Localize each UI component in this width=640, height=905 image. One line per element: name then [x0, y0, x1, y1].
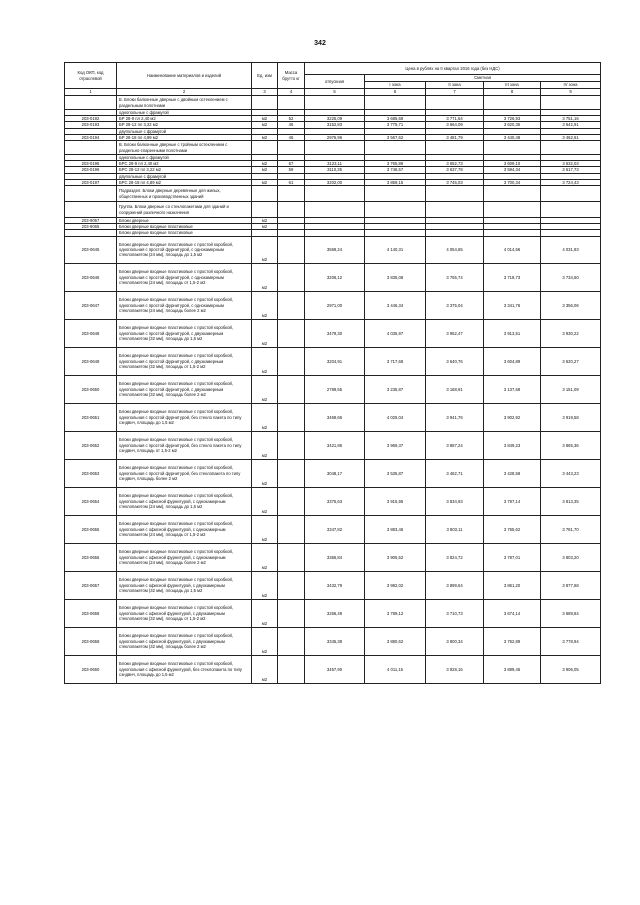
cell-z4: 3 617,73: [541, 167, 601, 173]
cell-unit: м2: [252, 291, 278, 319]
table-row: [65, 403, 601, 431]
cell-release: 3345,38: [305, 627, 365, 655]
cell-z3: 3 440,48: [484, 134, 541, 140]
cell-mass: [278, 291, 305, 319]
cell-name: Блоки дверные входные пластиковые с простой коробкой, однопольная с простой фурнитурой, с двухкамерным стеклопакетом (32 мм), площадь до 1,5 м2: [117, 319, 252, 347]
cell-code: 203-0196: [65, 167, 117, 173]
cell-z1: 3 775,71: [365, 122, 426, 128]
cell-name: Блоки дверные входные пластиковые с простой коробкой, однопольная с простой фурнитурой, с однокамерным стеклопакетом (24 мм), площадь до 1,5 м2: [117, 236, 252, 263]
cell-z4: 3 151,09: [541, 375, 601, 403]
cell-mass: [278, 263, 305, 291]
empty-cell: [365, 141, 426, 155]
cell-z3: 3 609,10: [484, 161, 541, 167]
cell-z2: 3 462,71: [426, 459, 484, 487]
cell-z3: 3 726,93: [484, 116, 541, 122]
cell-code: 203-0657: [65, 571, 117, 599]
cell-z2: 3 771,64: [426, 116, 484, 122]
cell-z4: 3 803,20: [541, 543, 601, 571]
cell-z2: 4 054,65: [426, 236, 484, 263]
cell-mass: 46: [278, 134, 305, 140]
cell-release: 3204,91: [305, 347, 365, 375]
cell-code: 203-0660: [65, 655, 117, 683]
cell-z4: 3 751,16: [541, 116, 601, 122]
column-number: 7: [426, 89, 484, 96]
empty-cell: [484, 202, 541, 218]
cell-z2: 3 824,72: [426, 543, 484, 571]
empty-cell: [278, 141, 305, 155]
cell-name: БРС 28-12 пл 3,22 м2: [117, 167, 252, 173]
cell-name: Блоки дверные входные пластиковые с простой коробкой, однопольная с простой фурнитурой, без стеклопакета по типу сэндвич, площадь более 2 м2: [117, 459, 252, 487]
cell-mass: [278, 571, 305, 599]
cell-z3: 3 604,89: [484, 347, 541, 375]
cell-z4: 3 781,70: [541, 515, 601, 543]
table-row: [65, 431, 601, 459]
cell-z4: 3 865,36: [541, 431, 601, 459]
cell-z3: 3 674,14: [484, 599, 541, 627]
table-row: [65, 347, 601, 375]
header-zone-2: II зона: [426, 82, 484, 89]
cell-z1: 4 011,15: [365, 655, 426, 683]
cell-name: БРС 28-18 пл 4,89 м2: [117, 179, 252, 185]
cell-unit: м2: [252, 167, 278, 173]
cell-name: БР 28-12 пл 3,22 м2: [117, 122, 252, 128]
cell-mass: [278, 236, 305, 263]
empty-cell: [65, 141, 117, 155]
empty-cell: [278, 96, 305, 110]
cell-unit: м2: [252, 487, 278, 515]
column-number: 3: [252, 89, 278, 96]
empty-cell: [365, 96, 426, 110]
cell-z4: 3 813,35: [541, 487, 601, 515]
cell-unit: м2: [252, 116, 278, 122]
table-row: [65, 116, 601, 122]
cell-unit: м2: [252, 319, 278, 347]
cell-code: 203-9065: [65, 224, 117, 230]
cell-z2: 3 834,93: [426, 487, 484, 515]
table-row: [65, 515, 601, 543]
table-row: [65, 319, 601, 347]
empty-cell: [426, 186, 484, 202]
header-zone-4: IV зона: [541, 82, 601, 89]
cell-z3: 3 861,20: [484, 571, 541, 599]
cell-mass: 46: [278, 122, 305, 128]
cell-z2: 3 745,03: [426, 179, 484, 185]
cell-mass: 61: [278, 179, 305, 185]
cell-z2: 3 800,34: [426, 627, 484, 655]
cell-z2: 3 640,76: [426, 347, 484, 375]
cell-name: однопольные с фрамугой: [117, 110, 252, 116]
cell-unit: м2: [252, 375, 278, 403]
cell-z4: 3 906,05: [541, 655, 601, 683]
empty-cell: [65, 186, 117, 202]
cell-z3: 3 797,14: [484, 487, 541, 515]
cell-z3: 3 913,51: [484, 319, 541, 347]
cell-release: 3347,82: [305, 515, 365, 543]
cell-z4: 3 620,27: [541, 347, 601, 375]
cell-unit: м2: [252, 403, 278, 431]
cell-code: 203-0192: [65, 116, 117, 122]
empty-cell: [426, 202, 484, 218]
cell-z2: 3 637,78: [426, 167, 484, 173]
cell-release: 3206,12: [305, 263, 365, 291]
cell-name: БР 28-18 пл 4,89 м2: [117, 134, 252, 140]
cell-release: 3457,90: [305, 655, 365, 683]
table-row: [65, 543, 601, 571]
cell-z1: 3 717,68: [365, 347, 426, 375]
cell-z2: 3 803,11: [426, 515, 484, 543]
empty-cell: [365, 186, 426, 202]
cell-release: 3469,66: [305, 403, 365, 431]
empty-cell: [305, 141, 365, 155]
column-number: 5: [305, 89, 365, 96]
column-number: 1: [65, 89, 117, 96]
cell-z1: 4 140,31: [365, 236, 426, 263]
cell-name: Блоки дверные входные пластиковые: [117, 230, 252, 236]
cell-mass: [278, 459, 305, 487]
cell-release: 2976,96: [305, 134, 365, 140]
cell-name: Блоки дверные входные пластиковые с простой коробкой, однопольная с офисной фурнитурой, с однокамерным стеклопакетом (24 мм), площадь от 1,5-2 м2: [117, 515, 252, 543]
cell-name: Блоки дверные входные пластиковые с простой коробкой, однопольная с офисной фурнитурой, с двухкамерным стеклопакетом (32 мм), площадь до 1,5 м2: [117, 571, 252, 599]
table-row: [65, 571, 601, 599]
price-table: [64, 62, 601, 684]
cell-release: 3110,35: [305, 167, 365, 173]
cell-name: БР 28-9 пл 2,40 м2: [117, 116, 252, 122]
cell-z3: 4 014,66: [484, 236, 541, 263]
cell-z4: 3 877,68: [541, 571, 601, 599]
cell-unit: м2: [252, 179, 278, 185]
cell-name: Блоки дверные входные пластиковые с простой коробкой, однопольная с простой фурнитурой, с двухкамерным стеклопакетом (32 мм), площадь от 1,5-2 м2: [117, 347, 252, 375]
cell-name: двупольные с фрамугой: [117, 173, 252, 179]
cell-code: 203-9057: [65, 218, 117, 224]
table-row: [65, 179, 601, 185]
cell-z4: 3 919,58: [541, 403, 601, 431]
empty-cell: [252, 96, 278, 110]
cell-mass: [278, 375, 305, 403]
cell-mass: 59: [278, 167, 305, 173]
cell-code: 203-0646: [65, 263, 117, 291]
cell-code: 203-0649: [65, 347, 117, 375]
cell-code: 203-0647: [65, 291, 117, 319]
cell-z3: 3 620,35: [484, 122, 541, 128]
cell-z1: 3 535,87: [365, 459, 426, 487]
cell-mass: [278, 515, 305, 543]
cell-name: Б. Блоки балконные дверные с двойным остеклением с раздельным полотнами: [117, 96, 252, 110]
empty-cell: [541, 186, 601, 202]
cell-unit: м2: [252, 236, 278, 263]
cell-mass: [278, 403, 305, 431]
cell-release: 3152,83: [305, 122, 365, 128]
cell-unit: м2: [252, 263, 278, 291]
cell-z2: 3 664,09: [426, 122, 484, 128]
cell-unit: м2: [252, 224, 278, 230]
cell-z4: 3 930,22: [541, 319, 601, 347]
cell-name: однопольные с фрамугой: [117, 155, 252, 161]
cell-name: Группа. Блоки дверные со стеклопакетами для зданий и сооружений различного назначения: [117, 202, 252, 218]
cell-unit: м2: [252, 515, 278, 543]
cell-mass: 52: [278, 116, 305, 122]
header-unit: Ед. изм: [252, 63, 278, 89]
cell-z3: 3 341,76: [484, 291, 541, 319]
header-name: Наименование материалов и изделий: [117, 63, 252, 89]
cell-unit: м2: [252, 161, 278, 167]
cell-z4: 3 724,43: [541, 179, 601, 185]
cell-release: 2789,55: [305, 375, 365, 403]
cell-z1: 3 765,89: [365, 161, 426, 167]
empty-cell: [484, 96, 541, 110]
empty-cell: [426, 141, 484, 155]
cell-z1: 3 982,02: [365, 571, 426, 599]
empty-cell: [65, 202, 117, 218]
empty-cell: [426, 96, 484, 110]
cell-unit: м2: [252, 543, 278, 571]
cell-z4: 3 778,94: [541, 627, 601, 655]
section-row: [65, 96, 601, 110]
cell-name: Блоки дверные входные пластиковые с простой коробкой, однопольная с офисной фурнитурой, без стеклопакета по типу сэндвич, площадь до 1,5 м2: [117, 655, 252, 683]
table-body: [65, 96, 601, 684]
table-row: [65, 291, 601, 319]
cell-z2: 3 928,16: [426, 655, 484, 683]
cell-z2: 3 887,24: [426, 431, 484, 459]
cell-release: 3225,09: [305, 116, 365, 122]
cell-mass: [278, 599, 305, 627]
cell-z3: 3 137,68: [484, 375, 541, 403]
cell-z2: 3 375,04: [426, 291, 484, 319]
empty-cell: [252, 141, 278, 155]
cell-code: 203-0197: [65, 179, 117, 185]
cell-release: 3421,86: [305, 431, 365, 459]
cell-name: Блоки дверные входные пластиковые с простой коробкой, однопольная с офисной фурнитурой, с двухкамерным стеклопакетом (32 мм), площадь от 1,5-2 м2: [117, 599, 252, 627]
cell-z1: 3 915,95: [365, 487, 426, 515]
cell-z1: 3 235,87: [365, 375, 426, 403]
cell-z1: 3 880,62: [365, 627, 426, 655]
cell-name: Подраздел. Блоки дверные деревянные для жилых, общественных и производственных зданий: [117, 186, 252, 202]
cell-name: Блоки дверные входные пластиковые с простой коробкой, однопольная с простой фурнитурой, без стекло пакета по типу сэндвич, площадь от 1,5-2 м2: [117, 431, 252, 459]
header-code: Код ОКП, код отраслевой: [65, 63, 117, 89]
empty-cell: [365, 202, 426, 218]
empty-cell: [252, 186, 278, 202]
cell-unit: м2: [252, 627, 278, 655]
cell-unit: м2: [252, 599, 278, 627]
section-row: [65, 202, 601, 218]
cell-z3: 3 787,01: [484, 543, 541, 571]
cell-release: 3048,17: [305, 459, 365, 487]
table-row: [65, 655, 601, 683]
cell-name: Блоки дверные входные пластиковые с простой коробкой, однопольная с простой фурнитурой, с однокамерным стеклопакетом (24 мм), площадь более 2 м2: [117, 291, 252, 319]
cell-release: 3202,00: [305, 179, 365, 185]
cell-unit: м2: [252, 431, 278, 459]
empty-cell: [278, 202, 305, 218]
cell-code: 203-0658: [65, 599, 117, 627]
empty-cell: [305, 96, 365, 110]
cell-mass: [278, 487, 305, 515]
column-number: 4: [278, 89, 305, 96]
table-row: [65, 122, 601, 128]
cell-z2: 3 168,91: [426, 375, 484, 403]
cell-unit: м2: [252, 571, 278, 599]
column-number: 8: [484, 89, 541, 96]
cell-mass: [278, 655, 305, 683]
cell-name: В. Блоки балконные дверные с тройным остеклением с раздельно-спаренными полотнами: [117, 141, 252, 155]
cell-name: Блоки дверные входные пластиковые с простой коробкой, однопольная с офисной фурнитурой, с однокамерным стеклопакетом (24 мм), площадь более 2 м2: [117, 543, 252, 571]
cell-code: 203-0652: [65, 431, 117, 459]
cell-z3: 3 428,58: [484, 459, 541, 487]
cell-release: 3123,11: [305, 161, 365, 167]
cell-name: Блоки дверные: [117, 218, 252, 224]
cell-code: 203-0194: [65, 134, 117, 140]
cell-z4: 3 462,61: [541, 134, 601, 140]
cell-z2: 3 899,64: [426, 571, 484, 599]
cell-unit: м2: [252, 459, 278, 487]
cell-z3: 3 849,23: [484, 431, 541, 459]
cell-z1: 3 905,52: [365, 543, 426, 571]
cell-z2: 3 481,79: [426, 134, 484, 140]
cell-name: двупольные с фрамугой: [117, 128, 252, 134]
cell-name: БРС 28-9 пл 2,40 м2: [117, 161, 252, 167]
cell-z2: 3 652,73: [426, 161, 484, 167]
cell-code: 203-0653: [65, 459, 117, 487]
cell-code: 203-0650: [65, 375, 117, 403]
cell-name: Блоки дверные входные пластиковые: [117, 224, 252, 230]
cell-mass: [278, 347, 305, 375]
cell-z2: 3 755,74: [426, 263, 484, 291]
cell-z2: 3 710,73: [426, 599, 484, 627]
header-zone-1: I зона: [365, 82, 426, 89]
empty-cell: [65, 96, 117, 110]
empty-cell: [252, 202, 278, 218]
table-row: [65, 161, 601, 167]
cell-z1: 3 685,68: [365, 116, 426, 122]
cell-z1: 4 025,04: [365, 403, 426, 431]
header-mass: Масса брутто кг: [278, 63, 305, 89]
cell-z2: 3 941,76: [426, 403, 484, 431]
cell-z1: 3 835,08: [365, 263, 426, 291]
cell-z4: 3 356,06: [541, 291, 601, 319]
cell-release: 3266,49: [305, 599, 365, 627]
cell-z2: 3 952,47: [426, 319, 484, 347]
cell-code: 203-0645: [65, 236, 117, 263]
empty-cell: [541, 202, 601, 218]
cell-z3: 3 902,92: [484, 403, 541, 431]
empty-cell: [305, 202, 365, 218]
empty-cell: [541, 96, 601, 110]
cell-code: 203-0659: [65, 627, 117, 655]
cell-name: Блоки дверные входные пластиковые с простой коробкой, однопольная с офисной фурнитурой, с однокамерным стеклопакетом (24 мм), площадь до 1,5 м2: [117, 487, 252, 515]
table-row: [65, 134, 601, 140]
cell-z3: 3 718,73: [484, 263, 541, 291]
cell-code: 203-0654: [65, 487, 117, 515]
cell-z4: 3 734,60: [541, 263, 601, 291]
cell-z4: 3 689,84: [541, 599, 601, 627]
cell-name: Блоки дверные входные пластиковые с простой коробкой, однопольная с простой фурнитурой, без стекло пакета по типу сэндвич, площадь до 1,5 м2: [117, 403, 252, 431]
cell-mass: [278, 319, 305, 347]
cell-code: 203-0656: [65, 543, 117, 571]
table-row: [65, 599, 601, 627]
cell-z1: 3 567,62: [365, 134, 426, 140]
cell-release: 3479,30: [305, 319, 365, 347]
empty-cell: [484, 141, 541, 155]
cell-release: 3375,63: [305, 487, 365, 515]
cell-release: 3366,84: [305, 543, 365, 571]
table-row: [65, 263, 601, 291]
cell-z1: 3 883,46: [365, 515, 426, 543]
page-number: 342: [314, 40, 326, 47]
cell-z4: 3 642,91: [541, 122, 601, 128]
cell-code: 203-0655: [65, 515, 117, 543]
cell-z3: 3 594,34: [484, 167, 541, 173]
column-number: 6: [365, 89, 426, 96]
table-row: [65, 487, 601, 515]
table-row: [65, 459, 601, 487]
table-row: [65, 375, 601, 403]
cell-z1: 3 446,34: [365, 291, 426, 319]
column-number: 2: [117, 89, 252, 96]
cell-code: 203-0195: [65, 161, 117, 167]
header-price-group: Цена в рублях на II квартал 2016 года (без НДС): [305, 63, 601, 75]
cell-name: Блоки дверные входные пластиковые с простой коробкой, однопольная с офисной фурнитурой, с двухкамерным стеклопакетом (32 мм), площадь более 2 м2: [117, 627, 252, 655]
cell-code: 203-0648: [65, 319, 117, 347]
empty-cell: [484, 186, 541, 202]
section-row: [65, 186, 601, 202]
cell-z1: 3 789,12: [365, 599, 426, 627]
cell-z3: 3 889,45: [484, 655, 541, 683]
cell-name: Блоки дверные входные пластиковые с простой коробкой, однопольная с простой фурнитурой, с однокамерным стеклопакетом (24 мм), площадь от 1,5-2 м2: [117, 263, 252, 291]
cell-unit: м2: [252, 134, 278, 140]
cell-z4: 3 632,03: [541, 161, 601, 167]
cell-release: 3569,24: [305, 236, 365, 263]
cell-mass: [278, 627, 305, 655]
cell-mass: [278, 431, 305, 459]
table-row: [65, 167, 601, 173]
cell-z1: 3 748,57: [365, 167, 426, 173]
empty-cell: [541, 141, 601, 155]
cell-z4: 3 443,23: [541, 459, 601, 487]
table-row: [65, 627, 601, 655]
cell-unit: м2: [252, 218, 278, 224]
cell-code: 203-0193: [65, 122, 117, 128]
column-number: 9: [541, 89, 601, 96]
cell-z4: 4 031,83: [541, 236, 601, 263]
cell-z3: 3 762,89: [484, 627, 541, 655]
empty-cell: [278, 186, 305, 202]
cell-z1: 3 969,37: [365, 431, 426, 459]
cell-release: 2971,00: [305, 291, 365, 319]
cell-unit: м2: [252, 655, 278, 683]
cell-code: 203-0651: [65, 403, 117, 431]
cell-z3: 3 700,34: [484, 179, 541, 185]
section-row: [65, 141, 601, 155]
cell-unit: м2: [252, 347, 278, 375]
cell-unit: м2: [252, 122, 278, 128]
cell-z1: 3 859,15: [365, 179, 426, 185]
cell-mass: 67: [278, 161, 305, 167]
header-release: отпускная: [305, 75, 365, 89]
header-estimate-group: Сметная: [365, 75, 601, 82]
cell-z3: 3 765,62: [484, 515, 541, 543]
empty-cell: [305, 186, 365, 202]
cell-mass: [278, 543, 305, 571]
cell-z1: 4 035,97: [365, 319, 426, 347]
cell-name: Блоки дверные входные пластиковые с простой коробкой, однопольная с простой фурнитурой, с двухкамерным стеклопакетом (32 мм), площадь более 2 м2: [117, 375, 252, 403]
cell-release: 3432,79: [305, 571, 365, 599]
table-row: [65, 236, 601, 263]
header-zone-3: III зона: [484, 82, 541, 89]
